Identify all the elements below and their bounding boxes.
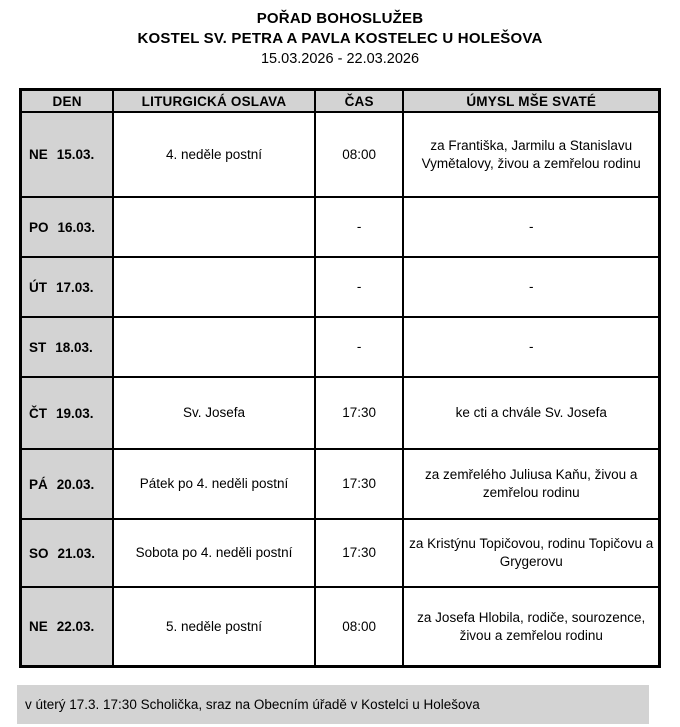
- day-abbr: PO: [29, 219, 49, 235]
- intention-cell: za Kristýnu Topičovou, rodinu Topičovu a Grygerovu: [403, 519, 659, 587]
- day-abbr: NE: [29, 147, 48, 162]
- celebration-cell: Sv. Josefa: [113, 377, 315, 449]
- intention-cell: za Josefa Hlobila, rodiče, sourozence, živou a zemřelou rodinu: [403, 587, 659, 667]
- day-cell: [21, 377, 114, 449]
- day-abbr: SO: [29, 545, 49, 561]
- day-cell: [21, 257, 114, 317]
- announcement-note: v úterý 17.3. 17:30 Scholička, sraz na Obecním úřadě v Kostelci u Holešova: [17, 685, 649, 724]
- day-date: 17.03.: [56, 279, 94, 295]
- table-row: [21, 519, 660, 587]
- column-header-umysl: ÚMYSL MŠE SVATÉ: [403, 90, 659, 113]
- column-header-cas: ČAS: [315, 90, 404, 113]
- table-row: [21, 257, 660, 317]
- column-header-liturgicka-oslava: LITURGICKÁ OSLAVA: [113, 90, 315, 113]
- intention-cell: za Františka, Jarmilu a Stanislavu Vymětalovy, živou a zemřelou rodinu: [403, 112, 659, 197]
- day-cell: [21, 197, 114, 257]
- day-abbr: PÁ: [29, 476, 48, 492]
- time-cell: 17:30: [315, 449, 404, 519]
- day-abbr: ÚT: [29, 279, 47, 295]
- time-cell: -: [315, 257, 404, 317]
- intention-cell: -: [403, 257, 659, 317]
- time-cell: -: [315, 197, 404, 257]
- intention-cell: -: [403, 197, 659, 257]
- document-title: POŘAD BOHOSLUŽEB: [256, 10, 424, 27]
- day-date: 21.03.: [57, 545, 96, 561]
- celebration-cell: [113, 317, 315, 377]
- time-cell: 17:30: [315, 519, 404, 587]
- celebration-cell: 5. neděle postní: [113, 587, 315, 667]
- day-cell: [21, 449, 114, 519]
- table-row: [21, 377, 660, 449]
- day-date: 15.03.: [56, 147, 95, 162]
- table-row: [21, 197, 660, 257]
- day-abbr: ST: [29, 339, 47, 355]
- celebration-cell: [113, 197, 315, 257]
- table-row: [21, 587, 660, 667]
- time-cell: 08:00: [315, 112, 404, 197]
- day-date: 19.03.: [56, 405, 94, 421]
- day-date: 18.03.: [55, 339, 93, 355]
- column-header-den: DEN: [21, 90, 114, 113]
- day-cell: [21, 317, 114, 377]
- time-cell: -: [315, 317, 404, 377]
- day-abbr: NE: [29, 619, 48, 634]
- table-row: [21, 112, 660, 197]
- intention-cell: ke cti a chvále Sv. Josefa: [403, 377, 659, 449]
- date-range: 15.03.2026 - 22.03.2026: [260, 51, 420, 67]
- day-abbr: ČT: [29, 405, 47, 421]
- time-cell: 08:00: [315, 587, 404, 667]
- celebration-cell: 4. neděle postní: [113, 112, 315, 197]
- title-block: [0, 0, 680, 70]
- table-header-row: [21, 90, 660, 113]
- day-date: 20.03.: [56, 476, 95, 492]
- day-date: 22.03.: [56, 619, 95, 634]
- church-name: KOSTEL SV. PETRA A PAVLA KOSTELEC U HOLEŠOVA: [137, 30, 543, 47]
- table-row: [21, 449, 660, 519]
- day-cell: [21, 519, 114, 587]
- time-cell: 17:30: [315, 377, 404, 449]
- schedule-table: [19, 88, 661, 668]
- celebration-cell: [113, 257, 315, 317]
- day-cell: [21, 587, 114, 667]
- intention-cell: za zemřelého Juliusa Kaňu, živou a zemřelou rodinu: [403, 449, 659, 519]
- celebration-cell: Sobota po 4. neděli postní: [113, 519, 315, 587]
- day-date: 16.03.: [57, 219, 96, 235]
- celebration-cell: Pátek po 4. neděli postní: [113, 449, 315, 519]
- day-cell: [21, 112, 114, 197]
- table-row: [21, 317, 660, 377]
- intention-cell: -: [403, 317, 659, 377]
